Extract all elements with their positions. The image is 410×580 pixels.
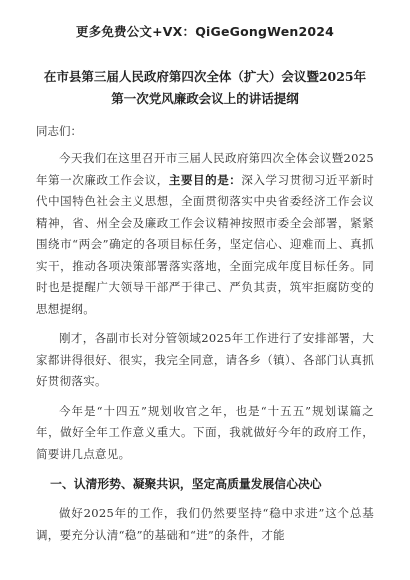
- document-title: [36, 66, 374, 110]
- paragraph-2: 刚才，各副市长对分管领域2025年工作进行了安排部署，大家都讲得很好、很实，我完全同意，请各乡（镇）、各部门认真抓好贯彻落实。: [36, 331, 374, 388]
- paragraph-1-emphasis: 主要目的是：: [168, 172, 242, 187]
- salutation: 同志们：: [36, 124, 82, 138]
- title-line-2: 第一次党风廉政会议上的讲话提纲: [111, 91, 299, 106]
- paragraph-1-text-b: 深入学习贯彻习近平新时代中国特色社会主义思想，全面贯彻落实中央省委经济工作会议精神，省、州全会及廉政工作会议精神按照市委全会部署，紧紧围绕市“两会”确定的各项目标任务，坚定信心、迎难而上、真抓实干，推动各项决策部署落实落地，全面完成年度目标任务。同时也是提醒广大领导干部严于律己、严负其责，筑牢拒腐防变的思想提纲。: [36, 172, 374, 316]
- title-line-1: 在市县第三届人民政府第四次全体（扩大）会议暨2025年: [43, 69, 367, 84]
- promo-banner: 更多免费公文+VX：QiGeGongWen2024: [75, 24, 335, 39]
- section-heading-1: 一、认清形势、凝聚共识，坚定高质量发展信心决心: [50, 477, 322, 491]
- paragraph-3: 今年是“十四五”规划收官之年，也是“十五五”规划谋篇之年，做好全年工作意义重大。下面，我就做好今年的政府工作，简要讲几点意见。: [36, 403, 374, 461]
- paragraph-4: 做好2025年的工作，我们仍然要坚持“稳中求进”这个总基调，要充分认清“稳”的基础和“进”的条件，才能: [36, 506, 374, 542]
- paragraph-1-text-a: 今天我们在这里召开市三届人民政府第四次全体会议暨2025年第一次廉政工作会议，: [36, 151, 374, 187]
- paragraph-1: [36, 148, 374, 320]
